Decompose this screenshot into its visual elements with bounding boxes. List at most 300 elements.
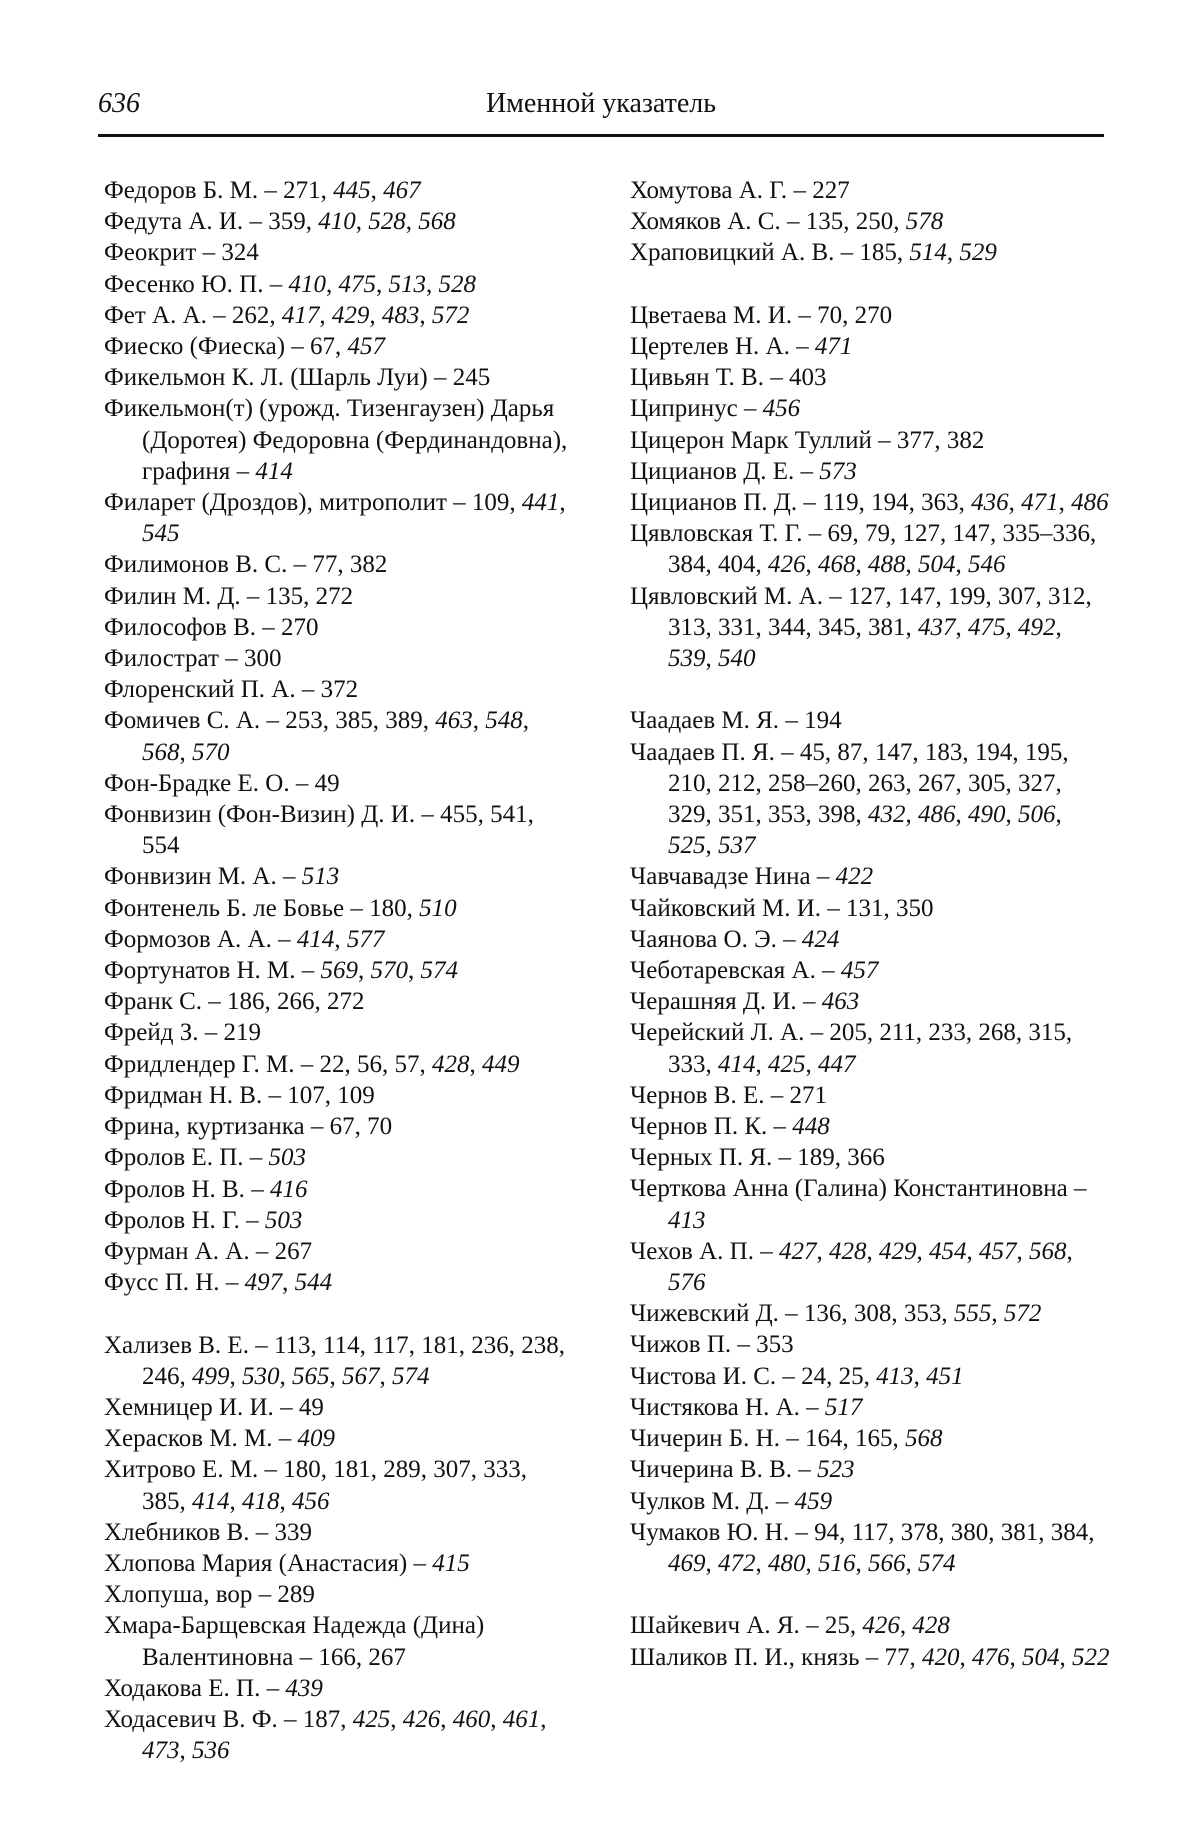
index-entry: Чичерин Б. Н. – 164, 165, 568	[630, 1425, 943, 1453]
page-ref: 166	[318, 1643, 356, 1671]
page-ref: 353	[768, 801, 806, 829]
page-ref: 573	[819, 457, 857, 485]
index-entry: Фесенко Ю. П. – 410, 475, 513, 528	[104, 270, 476, 298]
page-ref: 353	[903, 1300, 942, 1328]
page-ref: 471	[1021, 489, 1059, 517]
page-ref: 79	[865, 520, 891, 548]
page-ref: 164	[804, 1425, 843, 1453]
entry-name: Цицианов П. Д.	[630, 489, 798, 517]
page-ref: 469	[668, 1549, 706, 1577]
page-ref: 189	[797, 1144, 835, 1172]
entry-name: Цветаева М. И.	[630, 301, 793, 329]
page-ref: 476	[971, 1643, 1010, 1671]
index-entry: Чижевский Д. – 136, 308, 353, 555, 572	[630, 1300, 1042, 1328]
page-ref: 165	[854, 1425, 893, 1453]
page-ref: 461	[502, 1705, 541, 1733]
page-ref: 56	[356, 1050, 382, 1078]
index-entry: Фиеско (Фиеска) – 67, 457	[104, 333, 386, 361]
entry-name: Фрина, куртизанка	[104, 1113, 305, 1141]
entry-name: Фрейд З.	[104, 1019, 199, 1047]
page-ref: 180	[283, 1456, 321, 1484]
index-entry: Фикельмон(т) (урожд. Тизенгаузен) Дарья (Доротея) Федоровна (Фердинандовна), графиня – 414	[104, 395, 568, 485]
page-ref: 344	[768, 613, 806, 641]
page-ref: 114	[323, 1331, 360, 1359]
index-entry: Федоров Б. М. – 271, 445, 467	[104, 177, 421, 204]
page-ref: 572	[1003, 1300, 1042, 1328]
page-ref: 568	[904, 1425, 943, 1453]
page-ref: 492	[1018, 613, 1056, 641]
entry-name: Чеботаревская А.	[630, 957, 816, 985]
index-entry: Черейский Л. А. – 205, 211, 233, 268, 315, 333, 414, 425, 447	[630, 1019, 1073, 1078]
page-ref: 513	[388, 270, 426, 298]
page-ref: 136	[803, 1300, 842, 1328]
entry-name: Хализев В. Е.	[104, 1331, 249, 1359]
page-ref: 517	[824, 1393, 863, 1421]
page-ref: 205	[829, 1019, 867, 1047]
index-entry: Чернов В. Е. – 271	[630, 1081, 827, 1109]
page-ref: 381	[868, 613, 906, 641]
index-entry: Фурман А. А. – 267	[104, 1237, 313, 1265]
index-entry: Фусс П. Н. – 497, 544	[104, 1269, 333, 1297]
page-ref: 331	[718, 613, 756, 641]
page-ref: 436	[971, 489, 1009, 517]
index-entry: Шайкевич А. Я. – 25, 426, 428	[630, 1612, 950, 1640]
page-ref: 219	[223, 1019, 261, 1047]
index-entry: Чаадаев М. Я. – 194	[630, 707, 842, 735]
page-ref: 445	[333, 177, 371, 204]
index-entry: Филарет (Дроздов), митрополит – 109, 441, 545	[104, 489, 566, 548]
entry-name: Цертелев Н. А.	[630, 333, 790, 360]
page-ref: 377	[896, 426, 935, 454]
entry-name: Чавчавадзе Нина	[630, 863, 811, 891]
page-ref: 475	[968, 613, 1006, 641]
page-ref: 570	[192, 738, 230, 766]
page-ref: 271	[789, 1081, 827, 1109]
entry-name: Фролов Н. Г.	[104, 1206, 240, 1234]
page-ref: 425	[768, 1050, 806, 1078]
index-entry: Хомутова А. Г. – 227	[630, 177, 850, 204]
index-entry: Чистова И. С. – 24, 25, 413, 451	[630, 1362, 964, 1390]
index-entry: Цивьян Т. В. – 403	[630, 364, 827, 392]
index-entry: Хемницер И. И. – 49	[104, 1393, 324, 1421]
index-entry: Формозов А. А. – 414, 577	[104, 925, 385, 953]
entry-name: Херасков М. М.	[104, 1425, 273, 1453]
page-ref: 312	[1047, 582, 1086, 610]
index-entry: Фомичев С. А. – 253, 385, 389, 463, 548, 568, 570	[104, 707, 529, 766]
index-entry: Хмара-Барщевская Надежда (Дина) Валентиновна – 166, 267	[104, 1612, 485, 1671]
page-ref: 503	[264, 1206, 303, 1234]
page-ref: 300	[243, 645, 282, 673]
page-ref: 510	[419, 894, 457, 922]
entry-name: Хитрово Е. М.	[104, 1456, 259, 1484]
page-ref: 428	[431, 1050, 470, 1078]
page-ref: 135	[805, 208, 844, 236]
letter-section-gap	[104, 1298, 574, 1329]
page-ref: 117	[372, 1331, 409, 1359]
page-ref: 506	[1018, 801, 1056, 829]
index-entry: Черткова Анна (Галина) Константиновна – 413	[630, 1175, 1087, 1234]
entry-name: Чистякова Н. А.	[630, 1393, 800, 1421]
page-ref: 87	[837, 738, 863, 766]
page-ref: 384	[1050, 1518, 1089, 1546]
index-entry: Чичерина В. В. – 523	[630, 1456, 855, 1484]
index-entry: Черных П. Я. – 189, 366	[630, 1144, 885, 1172]
page-ref: 490	[968, 801, 1006, 829]
page-ref: 267	[918, 769, 956, 797]
page-ref: 523	[817, 1456, 855, 1484]
page-ref: 460	[452, 1705, 491, 1733]
entry-name: Храповицкий А. В.	[630, 239, 835, 267]
page-ref: 185	[859, 239, 897, 267]
page-ref: 227	[812, 177, 850, 204]
index-entry: Фролов Е. П. – 503	[104, 1144, 307, 1172]
page-ref: 389	[385, 707, 423, 735]
index-entry: Цицианов П. Д. – 119, 194, 363, 436, 471, 486	[630, 489, 1109, 517]
page-ref: 267	[274, 1237, 313, 1265]
entry-name: Фикельмон(т) (урожд. Тизенгаузен) Дарья (Доротея) Федоровна (Фердинандовна), графиня	[104, 395, 568, 485]
entry-name: Чистова И. С.	[630, 1362, 777, 1390]
page-ref: 448	[792, 1113, 830, 1141]
entry-name: Федоров Б. М.	[104, 177, 259, 204]
page-ref: 49	[314, 769, 340, 797]
index-entry: Чеботаревская А. – 457	[630, 957, 879, 985]
page-ref: 530	[242, 1362, 280, 1390]
page-ref: 483	[381, 301, 420, 329]
page-ref: 574	[918, 1549, 956, 1577]
entry-name: Фролов Н. В.	[104, 1175, 245, 1203]
page-ref: 451	[926, 1362, 964, 1390]
page-ref: 268	[978, 1019, 1016, 1047]
entry-name: Хлопова Мария (Анастасия)	[104, 1549, 408, 1577]
entry-name: Философов В.	[104, 613, 257, 641]
page-ref: 528	[438, 270, 476, 298]
entry-name: Чаадаев М. Я.	[630, 707, 780, 735]
index-entry: Хлопова Мария (Анастасия) – 415	[104, 1549, 470, 1577]
page-ref: 546	[968, 551, 1006, 579]
page-ref: 113	[273, 1331, 311, 1359]
page-ref: 537	[718, 832, 756, 860]
page-ref: 315	[1028, 1019, 1066, 1047]
entry-name: Фиеско (Фиеска)	[104, 333, 286, 361]
page-ref: 426	[862, 1612, 900, 1640]
index-entry: Филимонов В. С. – 77, 382	[104, 551, 388, 579]
page-ref: 428	[912, 1612, 950, 1640]
page-ref: 382	[946, 426, 985, 454]
page-ref: 578	[905, 208, 944, 236]
entry-name: Хемницер И. И.	[104, 1393, 274, 1421]
entry-name: Феокрит	[104, 239, 197, 267]
page-ref: 77	[312, 551, 338, 579]
entry-name: Хмара-Барщевская Надежда (Дина) Валентиновна	[104, 1612, 485, 1671]
page-ref: 127	[902, 520, 941, 548]
index-entry: Хлопуша, вор – 289	[104, 1581, 315, 1609]
page-ref: 499	[192, 1362, 230, 1390]
page-ref: 266	[277, 988, 315, 1016]
page-ref: 486	[918, 801, 956, 829]
page-ref: 427	[778, 1237, 817, 1265]
running-title: Именной указатель	[485, 88, 717, 119]
page-ref: 212	[718, 769, 756, 797]
page-ref: 233	[928, 1019, 966, 1047]
page-ref: 475	[338, 270, 376, 298]
page-ref: 210	[668, 769, 706, 797]
page-ref: 522	[1071, 1643, 1110, 1671]
entry-name: Цицианов Д. Е.	[630, 457, 795, 485]
entry-name: Фурман А. А.	[104, 1237, 250, 1265]
page-ref: 398	[818, 801, 856, 829]
page-ref: 574	[392, 1362, 430, 1390]
entry-name: Фролов Е. П.	[104, 1144, 244, 1172]
page-ref: 486	[1071, 489, 1109, 517]
index-entry: Шаликов П. И., князь – 77, 420, 476, 504, 522	[630, 1643, 1110, 1671]
entry-name: Чайковский М. И.	[630, 894, 822, 922]
page-ref: 380	[950, 1518, 989, 1546]
entry-name: Чаянова О. Э.	[630, 925, 777, 953]
page-ref: 548	[485, 707, 523, 735]
entry-name: Чичерин Б. Н.	[630, 1425, 780, 1453]
index-entry: Чайковский М. И. – 131, 350	[630, 894, 934, 922]
index-entry: Феокрит – 324	[104, 239, 259, 267]
page-ref: 417	[281, 301, 320, 329]
page-ref: 541	[490, 801, 528, 829]
entry-name: Цивьян Т. В.	[630, 364, 764, 392]
index-entry: Чумаков Ю. Н. – 94, 117, 378, 380, 381, 384, 469, 472, 480, 516, 566, 574	[630, 1518, 1095, 1577]
index-entry: Фролов Н. В. – 416	[104, 1175, 308, 1203]
page-ref: 307	[997, 582, 1036, 610]
page-ref: 333	[668, 1050, 706, 1078]
page-ref: 576	[668, 1269, 706, 1297]
index-entry: Чаянова О. Э. – 424	[630, 925, 840, 953]
entry-name: Фонтенель Б. ле Бовье	[104, 894, 345, 922]
page-ref: 528	[368, 208, 406, 236]
entry-name: Хомутова А. Г.	[630, 177, 788, 204]
page-ref: 67	[329, 1113, 355, 1141]
entry-name: Фикельмон К. Л. (Шарль Луи)	[104, 364, 428, 392]
page-ref: 429	[878, 1237, 917, 1265]
page-ref: 497	[244, 1269, 283, 1297]
page-ref: 117	[851, 1518, 889, 1546]
page-ref: 568	[142, 738, 180, 766]
page-ref: 413	[876, 1362, 914, 1390]
index-entry: Фролов Н. Г. – 503	[104, 1206, 303, 1234]
page-ref: 566	[868, 1549, 906, 1577]
index-entry: Фет А. А. – 262, 417, 429, 483, 572	[104, 301, 470, 329]
page-ref: 457	[978, 1237, 1017, 1265]
entry-name: Фонвизин М. А.	[104, 863, 277, 891]
page-ref: 77	[884, 1643, 910, 1671]
entry-name: Фомичев С. А.	[104, 707, 261, 735]
index-entry: Хомяков А. С. – 135, 250, 578	[630, 208, 944, 236]
entry-name: Хлебников В.	[104, 1518, 250, 1546]
page-ref: 454	[928, 1237, 967, 1265]
index-entry: Фрина, куртизанка – 67, 70	[104, 1113, 393, 1141]
page-ref: 439	[285, 1674, 323, 1702]
entry-name: Фортунатов Н. М.	[104, 957, 296, 985]
entry-name: Филин М. Д.	[104, 582, 241, 610]
page-ref: 350	[896, 894, 934, 922]
page-ref: 565	[292, 1362, 330, 1390]
page-ref: 422	[835, 863, 874, 891]
page-ref: 513	[301, 863, 340, 891]
entry-name: Филарет (Дроздов), митрополит	[104, 489, 447, 517]
page-ref: 250	[855, 208, 894, 236]
index-entry: Фридман Н. В. – 107, 109	[104, 1081, 375, 1109]
page-ref: 574	[420, 957, 459, 985]
page-ref: 456	[762, 395, 801, 423]
page-ref: 305	[968, 769, 1006, 797]
page-ref: 472	[718, 1549, 756, 1577]
entry-name: Чулков М. Д.	[630, 1487, 770, 1515]
page-ref: 366	[847, 1144, 885, 1172]
page-ref: 456	[292, 1487, 330, 1515]
entry-name: Чижов П.	[630, 1331, 732, 1359]
page-ref: 447	[818, 1050, 856, 1078]
entry-name: Шайкевич А. Я.	[630, 1612, 800, 1640]
page-ref: 385	[142, 1487, 180, 1515]
page-ref: 567	[342, 1362, 380, 1390]
entry-name: Формозов А. А.	[104, 925, 272, 953]
page-ref: 418	[242, 1487, 280, 1515]
entry-name: Цицерон Марк Туллий	[630, 426, 872, 454]
page-ref: 24	[801, 1362, 827, 1390]
page-ref: 480	[768, 1549, 806, 1577]
page-ref: 308	[853, 1300, 892, 1328]
page-ref: 424	[801, 925, 840, 953]
page-ref: 263	[868, 769, 906, 797]
page-ref: 516	[818, 1549, 856, 1577]
page-ref: 385	[335, 707, 373, 735]
page-ref: 536	[192, 1737, 230, 1765]
entry-name: Фонвизин (Фон-Визин) Д. И.	[104, 801, 416, 829]
page-ref: 457	[347, 333, 386, 361]
page-ref: 131	[846, 894, 884, 922]
page-ref: 514	[909, 239, 947, 267]
page-header	[98, 88, 1104, 128]
page-ref: 463	[435, 707, 473, 735]
entry-name: Чичерина В. В.	[630, 1456, 792, 1484]
page-ref: 181	[333, 1456, 371, 1484]
page-ref: 194	[804, 707, 842, 735]
page-ref: 457	[840, 957, 879, 985]
page-ref: 432	[868, 801, 906, 829]
page-ref: 25	[824, 1612, 850, 1640]
page-ref: 186	[227, 988, 265, 1016]
index-entry: Филин М. Д. – 135, 272	[104, 582, 354, 610]
page-ref: 467	[383, 177, 421, 204]
page-ref: 253	[285, 707, 323, 735]
index-entry: Херасков М. М. – 409	[104, 1425, 335, 1453]
page-ref: 403	[788, 364, 827, 392]
index-entry: Черашняя Д. И. – 463	[630, 988, 860, 1016]
page-ref: 426	[402, 1705, 441, 1733]
index-entry: Цявловский М. А. – 127, 147, 199, 307, 312, 313, 331, 344, 345, 381, 437, 475, 492, 539, 540	[630, 582, 1092, 673]
entry-name: Хомяков А. С.	[630, 208, 781, 236]
page-ref: 333	[483, 1456, 521, 1484]
index-entry: Храповицкий А. В. – 185, 514, 529	[630, 239, 997, 267]
index-entry: Цявловская Т. Г. – 69, 79, 127, 147, 335–336, 384, 404, 426, 468, 488, 504, 546	[630, 520, 1097, 579]
page-ref: 49	[298, 1393, 324, 1421]
page-ref: 449	[481, 1050, 520, 1078]
entry-name: Чехов А. П.	[630, 1237, 754, 1265]
letter-section-gap	[630, 1579, 1110, 1610]
page-ref: 359	[268, 208, 306, 236]
entry-name: Фридман Н. В.	[104, 1081, 263, 1109]
page-ref: 381	[1000, 1518, 1039, 1546]
page-ref: 372	[320, 676, 359, 704]
index-entry: Фонвизин М. А. – 513	[104, 863, 340, 891]
letter-section-gap	[630, 269, 1110, 300]
index-entry: Философов В. – 270	[104, 613, 319, 641]
entry-name: Фет А. А.	[104, 301, 207, 329]
index-entry: Ципринус – 456	[630, 395, 801, 423]
page-ref: 577	[346, 925, 385, 953]
index-entry: Федута А. И. – 359, 410, 528, 568	[104, 208, 456, 236]
page-ref: 135	[265, 582, 304, 610]
page-ref: 414	[296, 925, 335, 953]
page-ref: 437	[918, 613, 956, 641]
page-ref: 22	[319, 1050, 345, 1078]
page-ref: 414	[192, 1487, 230, 1515]
index-entry: Хлебников В. – 339	[104, 1518, 312, 1546]
page-ref: 503	[268, 1144, 307, 1172]
page-ref: 45	[799, 738, 825, 766]
page-ref: 25	[838, 1362, 864, 1390]
page-ref: 267	[368, 1643, 406, 1671]
page-ref: 540	[718, 645, 756, 673]
page-ref: 313	[668, 613, 706, 641]
page-ref: 414	[718, 1050, 756, 1078]
page-ref: 545	[142, 520, 180, 548]
index-entry: Чистякова Н. А. – 517	[630, 1393, 863, 1421]
page-ref: 504	[1021, 1643, 1060, 1671]
index-entry: Цветаева М. И. – 70, 270	[630, 301, 893, 329]
index-entry: Фонтенель Б. ле Бовье – 180, 510	[104, 894, 457, 922]
page-ref: 183	[924, 738, 963, 766]
index-entry: Цицерон Марк Туллий – 377, 382	[630, 426, 985, 454]
page-ref: 363	[921, 489, 959, 517]
page-ref: 413	[668, 1206, 706, 1234]
page-ref: 409	[297, 1425, 335, 1453]
page-ref: 544	[294, 1269, 333, 1297]
page-ref: 69	[827, 520, 853, 548]
page-ref: 272	[327, 988, 365, 1016]
page-ref: 307	[433, 1456, 471, 1484]
index-entry: Ходасевич В. Ф. – 187, 425, 426, 460, 461, 473, 536	[104, 1705, 547, 1765]
page-ref: 70	[367, 1113, 393, 1141]
page-ref: 147	[897, 582, 936, 610]
page-ref: 463	[821, 988, 860, 1016]
page-ref: 468	[818, 551, 856, 579]
entry-name: Ходасевич В. Ф.	[104, 1705, 278, 1733]
page-ref: 289	[383, 1456, 421, 1484]
page-ref: 570	[370, 957, 409, 985]
index-entry: Чавчавадзе Нина – 422	[630, 863, 874, 891]
page-ref: 329	[668, 801, 706, 829]
page-ref: 187	[302, 1705, 341, 1733]
index-entry: Фридлендер Г. М. – 22, 56, 57, 428, 449	[104, 1050, 520, 1078]
page-ref: 555	[953, 1300, 992, 1328]
index-entry: Фикельмон К. Л. (Шарль Луи) – 245	[104, 364, 491, 392]
page-ref: 180	[369, 894, 407, 922]
page-ref: 109	[337, 1081, 375, 1109]
page-ref: 420	[921, 1643, 960, 1671]
page-ref: 568	[1028, 1237, 1067, 1265]
index-entry: Франк С. – 186, 266, 272	[104, 988, 365, 1016]
entry-name: Чаадаев П. Я.	[630, 738, 775, 766]
page-ref: 194	[871, 489, 909, 517]
entry-name: Фусс П. Н.	[104, 1269, 220, 1297]
page-ref: 70	[817, 301, 843, 329]
